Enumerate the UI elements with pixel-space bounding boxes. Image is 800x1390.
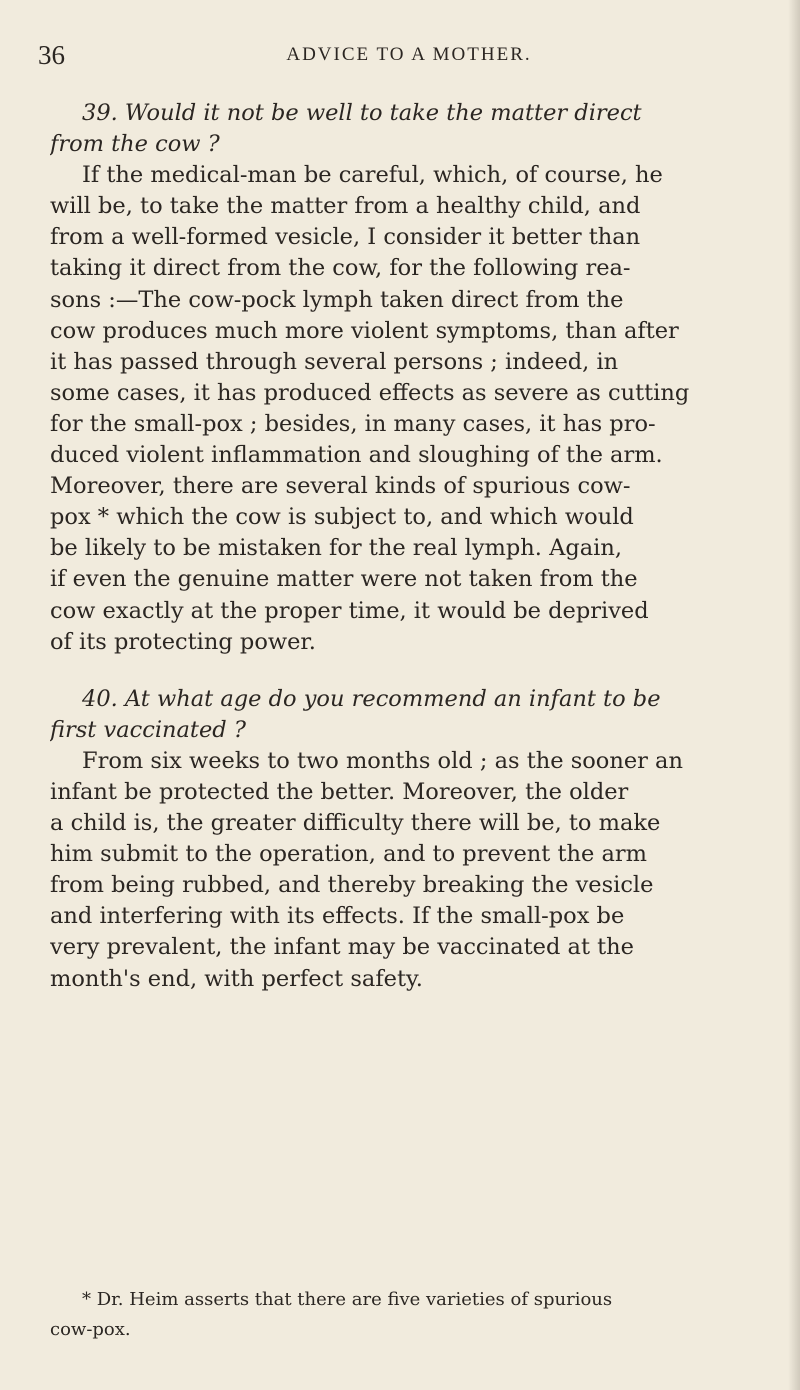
answer-39-line: If the medical-man be careful, which, of course, he [82,162,663,189]
answer-40-line: a child is, the greater difficulty there will be, to make [50,810,661,837]
question-40-line-1: 40. At what age do you recommend an infant to be [82,685,661,712]
answer-39-line: will be, to take the matter from a healthy child, and [50,193,641,220]
footnote-line: cow-pox. [50,1319,131,1340]
footnote [50,1285,792,1345]
answer-39-line: sons :—The cow-pock lymph taken direct from the [50,286,624,313]
footnote-line: * Dr. Heim asserts that there are five varieties of spurious [82,1289,613,1310]
answer-39-line: it has passed through several persons ; indeed, in [50,348,619,375]
page-edge-shadow [788,0,800,1390]
answer-40-line: infant be protected the better. Moreover, the older [50,778,629,805]
section-gap [50,658,792,684]
answer-39-line: from a well-formed vesicle, I consider it better than [50,224,641,251]
answer-39-line: taking it direct from the cow, for the following rea- [50,255,631,282]
page-body [50,98,792,995]
answer-40-line: and interfering with its effects. If the small-pox be [50,903,625,930]
answer-40-line: From six weeks to two months old ; as the sooner an [82,747,683,774]
answer-39-line: Moreover, there are several kinds of spurious cow- [50,473,631,500]
answer-40-line: from being rubbed, and thereby breaking the vesicle [50,872,654,899]
answer-39-line: of its protecting power. [50,628,316,655]
answer-39-line: for the small-pox ; besides, in many cases, it has pro- [50,410,656,437]
answer-39-line: duced violent inflammation and sloughing of the arm. [50,442,663,469]
running-head: ADVICE TO A MOTHER. [286,44,532,65]
answer-40-line: month's end, with perfect safety. [50,965,423,992]
answer-39-line: if even the genuine matter were not taken from the [50,566,638,593]
question-39-line-1: 39. Would it not be well to take the matter direct [82,100,642,126]
answer-39-line: some cases, it has produced effects as severe as cutting [50,379,690,406]
answer-39-line: pox * which the cow is subject to, and which would [50,504,634,531]
answer-39-line: cow exactly at the proper time, it would be deprived [50,597,649,624]
answer-39-line: cow produces much more violent symptoms, than after [50,317,679,344]
page-header [38,40,780,80]
question-39-line-2: from the cow ? [50,131,220,158]
answer-40-line: very prevalent, the infant may be vaccinated at the [50,934,634,961]
question-40-line-2: first vaccinated ? [50,716,246,743]
page-number: 36 [38,40,65,70]
answer-40-line: him submit to the operation, and to prevent the arm [50,841,647,868]
answer-39-line: be likely to be mistaken for the real lymph. Again, [50,535,622,562]
